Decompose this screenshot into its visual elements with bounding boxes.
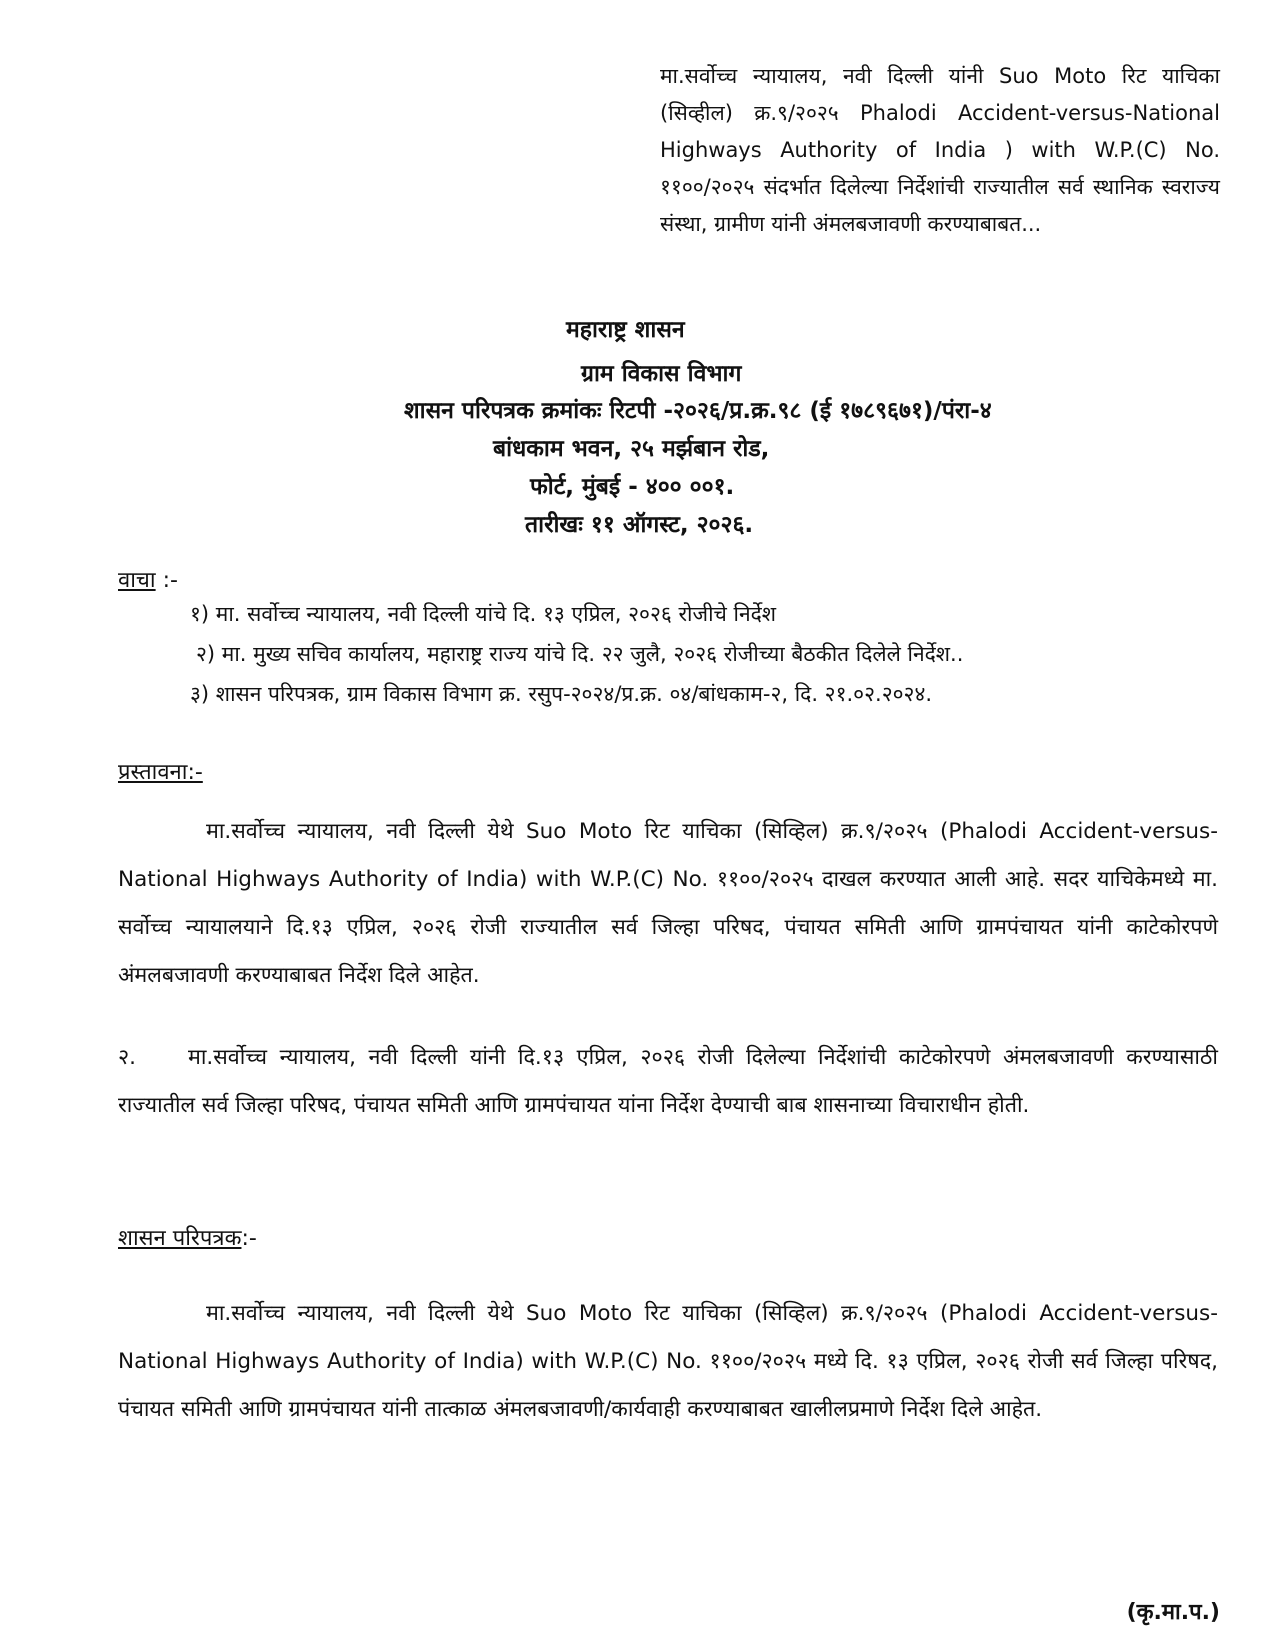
circular-date: तारीखः ११ ऑगस्ट, २०२६.: [525, 512, 754, 538]
reference-item: २) मा. मुख्य सचिव कार्यालय, महाराष्ट्र राज्य यांचे दि. २२ जुलै, २०२६ रोजीच्या बैठकीत दिलेले निर्देश..: [196, 642, 964, 666]
preamble-heading: प्रस्तावना:-: [118, 760, 203, 785]
paragraph-number: २.: [118, 1045, 137, 1070]
address-line-2: फोर्ट, मुंबई - ४०० ००१.: [530, 474, 735, 500]
department-name: ग्राम विकास विभाग: [581, 361, 742, 387]
letterhead: [0, 0, 1276, 560]
continued-overleaf: (कृ.मा.प.): [1126, 1600, 1220, 1625]
preamble-paragraph-1: मा.सर्वोच्च न्यायालय, नवी दिल्ली येथे Suo Moto रिट याचिका (सिव्हिल) क्र.९/२०२५ (Phalodi Accident-versus-National Highways Authority of India) with W.P.(C) No. ११००/२०२५ दाखल करण्यात आली आहे. सदर याचिकेमध्ये मा. सर्वोच्च न्यायालयाने दि.१३ एप्रिल, २०२६ रोजी राज्यातील सर्व जिल्हा परिषद, पंचायत समिती आणि ग्रामपंचायत यांनी काटेकोरपणे अंमलबजावणी करण्याबाबत निर्देश दिले आहेत.: [118, 819, 1218, 988]
circular-heading: शासन परिपत्रक:-: [118, 1226, 257, 1251]
address-line-1: बांधकाम भवन, २५ मर्झबान रोड,: [493, 436, 770, 462]
subject-paragraph: मा.सर्वोच्च न्यायालय, नवी दिल्ली यांनी Suo Moto रिट याचिका (सिव्हील) क्र.९/२०२५ Phalodi Accident-versus-National Highways Authority of India ) with W.P.(C) No. ११००/२०२५ संदर्भात दिलेल्या निर्देशांची राज्यातील सर्व स्थानिक स्वराज्य संस्था, ग्रामीण यांनी अंमलबजावणी करण्याबाबत...: [660, 64, 1220, 236]
references-heading: वाचा :-: [118, 568, 178, 593]
government-name: महाराष्ट्र शासन: [566, 317, 685, 343]
reference-item: १) मा. सर्वोच्च न्यायालय, नवी दिल्ली यांचे दि. १३ एप्रिल, २०२६ रोजीचे निर्देश: [190, 602, 777, 626]
reference-item: ३) शासन परिपत्रक, ग्राम विकास विभाग क्र. रसुप-२०२४/प्र.क्र. ०४/बांधकाम-२, दि. २१.०२.२०२४.: [190, 682, 933, 706]
circular-paragraph: मा.सर्वोच्च न्यायालय, नवी दिल्ली येथे Suo Moto रिट याचिका (सिव्हिल) क्र.९/२०२५ (Phalodi Accident-versus-National Highways Authority of India) with W.P.(C) No. ११००/२०२५ मध्ये दि. १३ एप्रिल, २०२६ रोजी सर्व जिल्हा परिषद, पंचायत समिती आणि ग्रामपंचायत यांनी तात्काळ अंमलबजावणी/कार्यवाही करण्याबाबत खालीलप्रमाणे निर्देश दिले आहेत.: [118, 1301, 1218, 1422]
circular-number: शासन परिपत्रक क्रमांकः रिटपी -२०२६/प्र.क्र.९८ (ई १७८९६७१)/पंरा-४: [404, 398, 992, 424]
preamble-paragraph-2: २. मा.सर्वोच्च न्यायालय, नवी दिल्ली यांनी दि.१३ एप्रिल, २०२६ रोजी दिलेल्या निर्देशांची काटेकोरपणे अंमलबजावणी करण्यासाठी राज्यातील सर्व जिल्हा परिषद, पंचायत समिती आणि ग्रामपंचायत यांना निर्देश देण्याची बाब शासनाच्या विचाराधीन होती.: [118, 1034, 1218, 1130]
